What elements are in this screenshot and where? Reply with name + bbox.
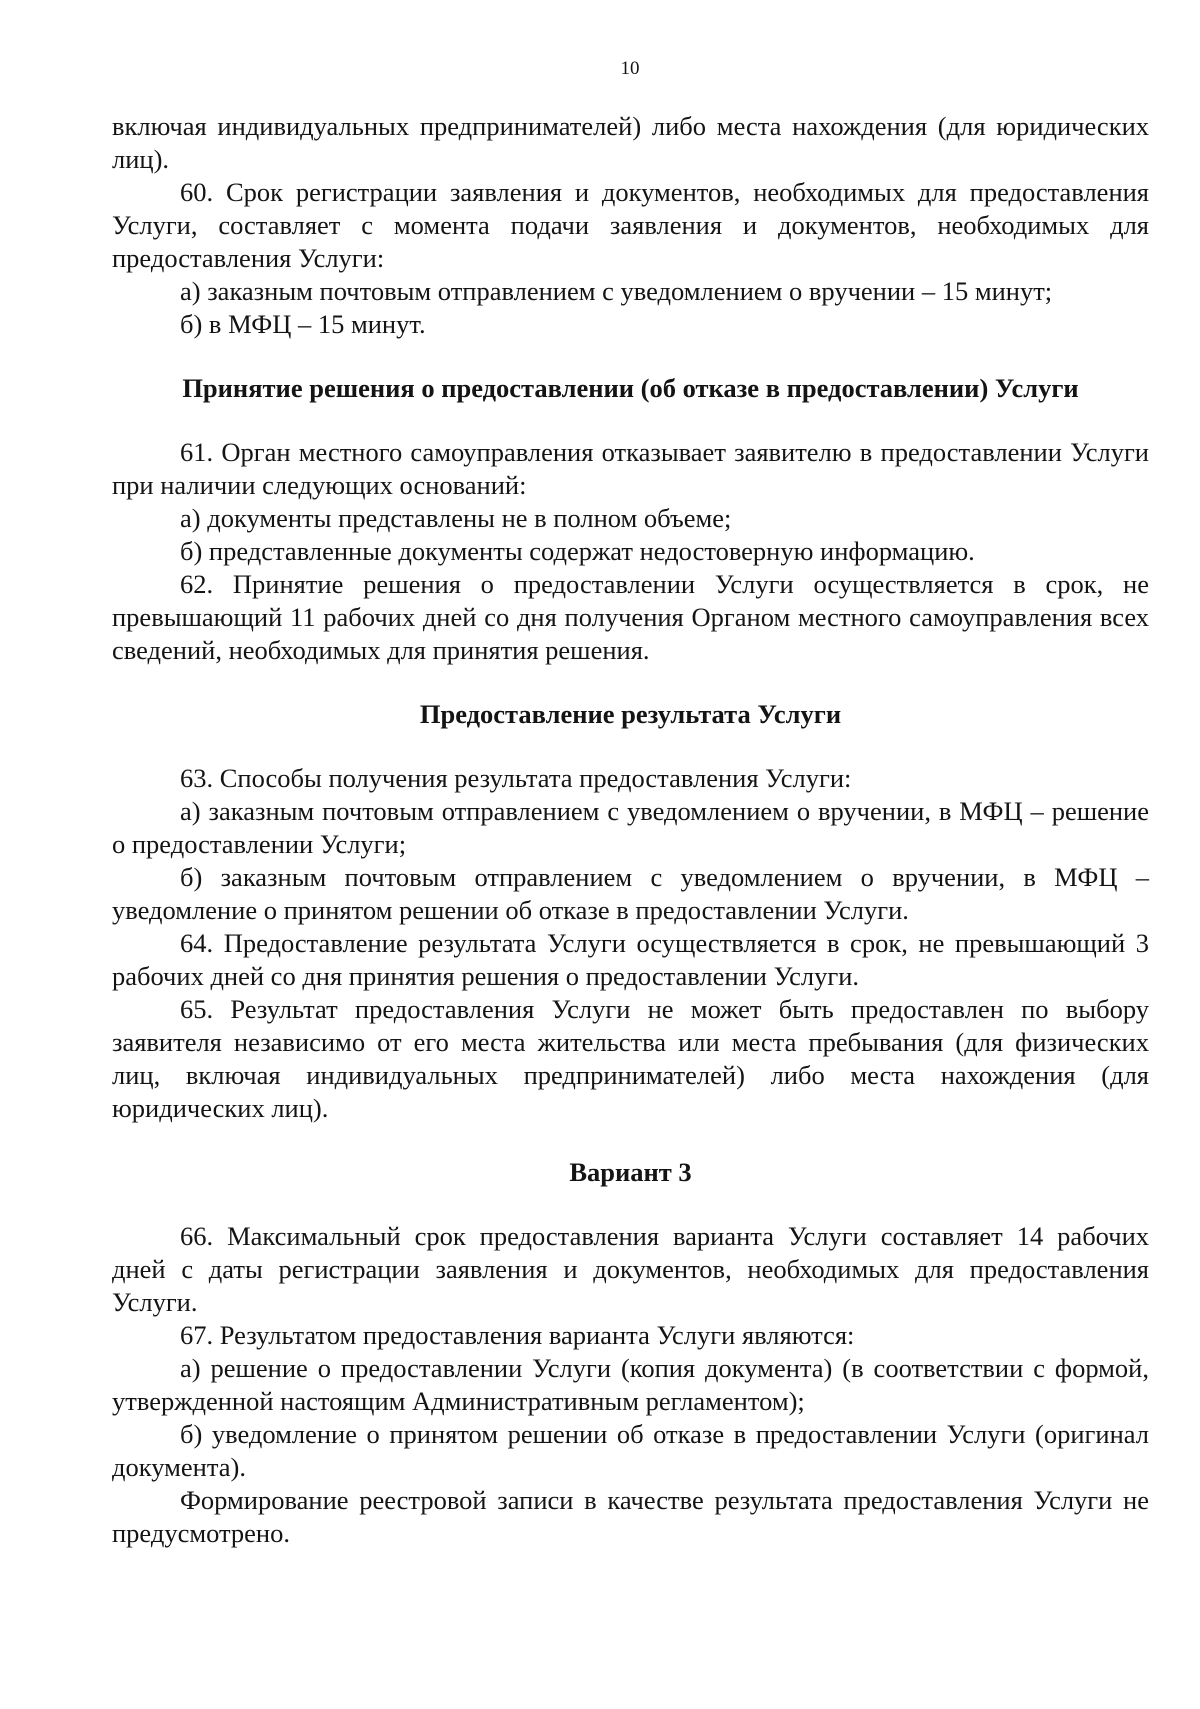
paragraph-63-a: а) заказным почтовым отправлением с уведомлением о вручении, в МФЦ – решение о предоставлении Услуги;	[112, 796, 1149, 859]
paragraph-61: 61. Орган местного самоуправления отказывает заявителю в предоставлении Услуги при наличии следующих оснований:	[112, 437, 1149, 500]
page-number: 10	[620, 58, 640, 79]
paragraph-60-a: а) заказным почтовым отправлением с уведомлением о вручении – 15 минут;	[180, 276, 1053, 306]
paragraph-67-b: б) уведомление о принятом решении об отказе в предоставлении Услуги (оригинал документа).	[112, 1419, 1149, 1482]
paragraph-60: 60. Срок регистрации заявления и документов, необходимых для предоставления Услуги, составляет с момента подачи заявления и документов, необходимых для предоставления Услуги:	[112, 177, 1149, 273]
section-heading-variant-3: Вариант 3	[569, 1157, 692, 1187]
paragraph-final: Формирование реестровой записи в качестве результата предоставления Услуги не предусмотрено.	[112, 1485, 1149, 1548]
section-heading-result: Предоставление результата Услуги	[419, 699, 842, 729]
paragraph-60-b: б) в МФЦ – 15 минут.	[180, 309, 426, 339]
paragraph-intro-continuation: включая индивидуальных предпринимателей) либо места нахождения (для юридических лиц).	[112, 111, 1149, 174]
paragraph-62: 62. Принятие решения о предоставлении Услуги осуществляется в срок, не превышающий 11 рабочих дней со дня получения Органом местного самоуправления всех сведений, необходимых для принятия решения.	[112, 569, 1149, 665]
paragraph-63: 63. Способы получения результата предоставления Услуги:	[180, 763, 852, 793]
paragraph-67-a: а) решение о предоставлении Услуги (копия документа) (в соответствии с формой, утвержденной настоящим Административным регламентом);	[112, 1353, 1149, 1416]
paragraph-67: 67. Результатом предоставления варианта Услуги являются:	[180, 1320, 855, 1350]
paragraph-61-b: б) представленные документы содержат недостоверную информацию.	[180, 536, 975, 566]
paragraph-65: 65. Результат предоставления Услуги не может быть предоставлен по выбору заявителя независимо от его места жительства или места пребывания (для физических лиц, включая индивидуальных предпринимателей) либо места нахождения (для юридических лиц).	[112, 994, 1149, 1123]
document-body	[112, 110, 1149, 1550]
paragraph-66: 66. Максимальный срок предоставления варианта Услуги составляет 14 рабочих дней с даты регистрации заявления и документов, необходимых для предоставления Услуги.	[112, 1221, 1149, 1317]
section-heading-decision: Принятие решения о предоставлении (об отказе в предоставлении) Услуги	[182, 373, 1079, 403]
paragraph-63-b: б) заказным почтовым отправлением с уведомлением о вручении, в МФЦ – уведомление о принятом решении об отказе в предоставлении Услуги.	[112, 862, 1149, 925]
paragraph-61-a: а) документы представлены не в полном объеме;	[180, 503, 732, 533]
paragraph-64: 64. Предоставление результата Услуги осуществляется в срок, не превышающий 3 рабочих дней со дня принятия решения о предоставлении Услуги.	[112, 928, 1149, 991]
